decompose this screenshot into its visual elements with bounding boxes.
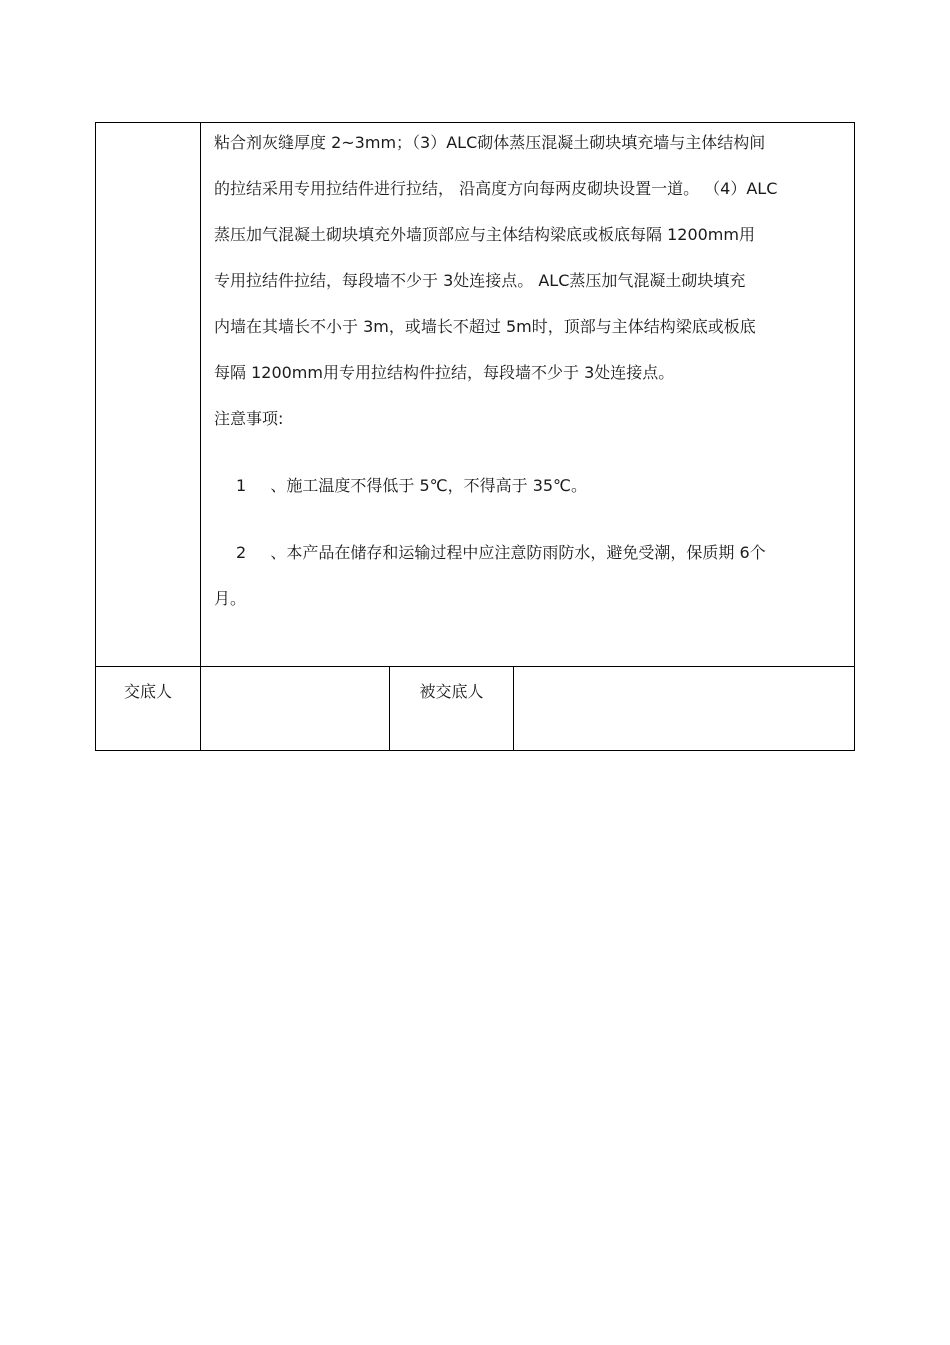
note-item-2-number: 2 bbox=[236, 543, 247, 562]
note-item-1 bbox=[214, 474, 854, 497]
notes-heading: 注意事项: bbox=[214, 409, 284, 428]
receiver-label: 被交底人 bbox=[390, 667, 514, 751]
discloser-value bbox=[201, 667, 390, 751]
paragraph-line-6: 每隔 1200mm用专用拉结构件拉结，每段墙不少于 3处连接点。 bbox=[214, 363, 675, 382]
signature-row bbox=[96, 667, 855, 751]
paragraph-line-2: 的拉结采用专用拉结件进行拉结， 沿高度方向每两皮砌块设置一道。 （4）ALC bbox=[214, 179, 778, 198]
discloser-label: 交底人 bbox=[96, 667, 201, 751]
paragraph-line-4: 专用拉结件拉结，每段墙不少于 3处连接点。 ALC蒸压加气混凝土砌块填充 bbox=[214, 271, 746, 290]
note-item-2-continuation: 月。 bbox=[214, 589, 247, 608]
note-item-2 bbox=[214, 541, 854, 564]
content-row bbox=[96, 123, 855, 667]
content-body bbox=[201, 123, 854, 610]
technical-disclosure-table bbox=[95, 122, 855, 751]
content-cell bbox=[201, 123, 855, 667]
note-item-1-text: 、施工温度不得低于 5℃，不得高于 35℃。 bbox=[270, 476, 588, 495]
row-label-cell bbox=[96, 123, 201, 667]
note-item-1-number: 1 bbox=[236, 476, 247, 495]
note-item-2-text: 、本产品在储存和运输过程中应注意防雨防水，避免受潮，保质期 6个 bbox=[270, 543, 766, 562]
paragraph-line-3: 蒸压加气混凝土砌块填充外墙顶部应与主体结构梁底或板底每隔 1200mm用 bbox=[214, 225, 755, 244]
paragraph-line-1: 粘合剂灰缝厚度 2~3mm；（3）ALC砌体蒸压混凝土砌块填充墙与主体结构间 bbox=[214, 133, 766, 152]
receiver-value bbox=[514, 667, 855, 751]
paragraph-line-5: 内墙在其墙长不小于 3m，或墙长不超过 5m时，顶部与主体结构梁底或板底 bbox=[214, 317, 756, 336]
